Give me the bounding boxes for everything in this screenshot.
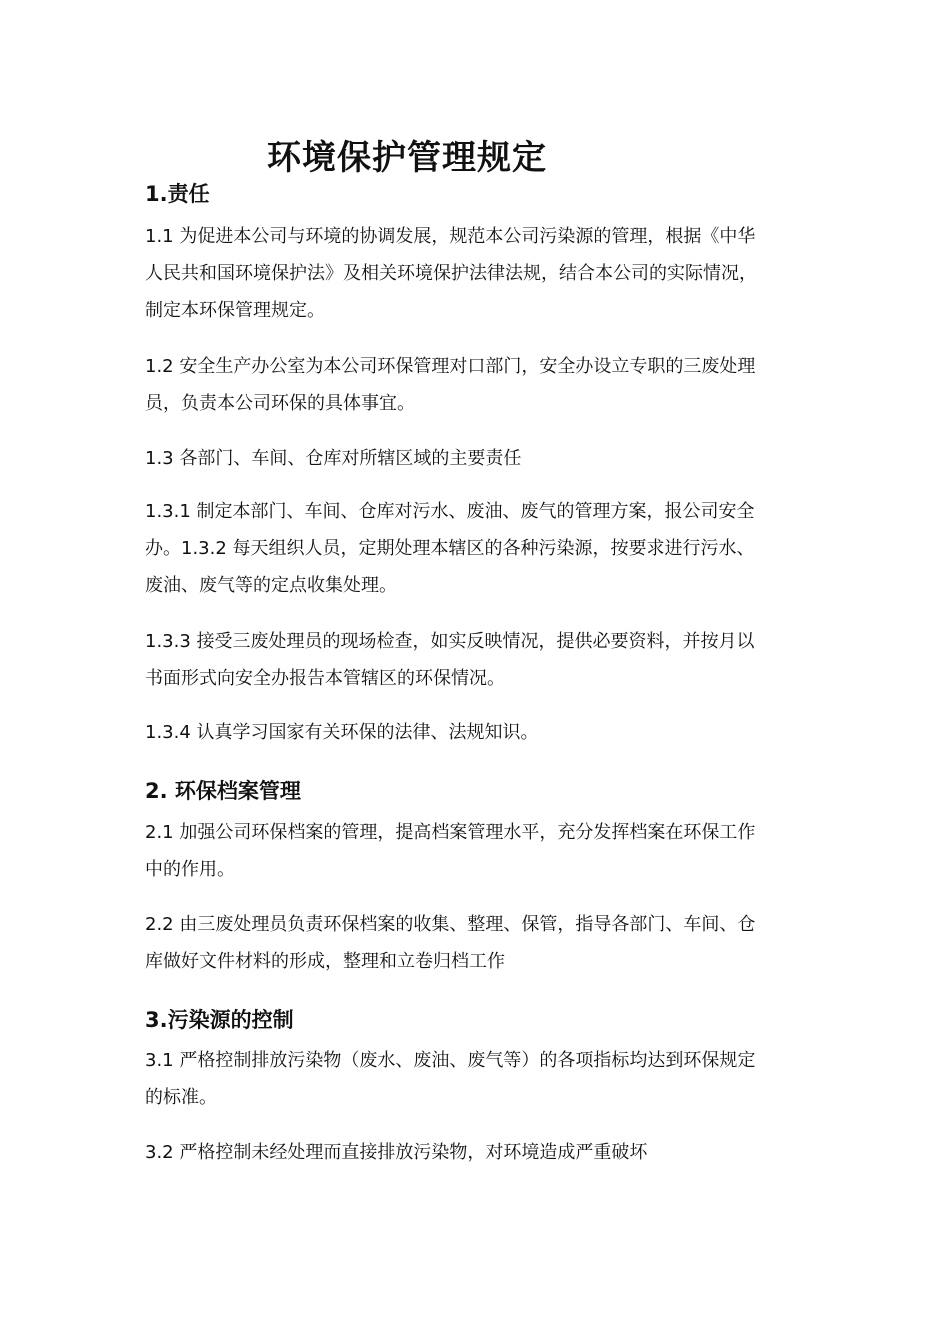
section-heading-2: 2. 环保档案管理 [145, 779, 301, 803]
paragraph-1-3-3 [145, 623, 805, 697]
paragraph-2-1 [145, 814, 805, 888]
paragraph-line: 1.3.4 认真学习国家有关环保的法律、法规知识。 [145, 722, 539, 743]
paragraph-line: 废油、废气等的定点收集处理。 [145, 575, 397, 596]
paragraph-line: 2.2 由三废处理员负责环保档案的收集、整理、保管，指导各部门、车间、仓 [145, 914, 756, 935]
paragraph-line: 员，负责本公司环保的具体事宜。 [145, 393, 415, 414]
section-heading-3: 3.污染源的控制 [145, 1008, 294, 1032]
paragraph-1-3 [145, 440, 805, 477]
paragraph-line: 3.2 严格控制未经处理而直接排放污染物，对环境造成严重破坏 [145, 1142, 648, 1163]
page-title: 环境保护管理规定 [267, 138, 547, 178]
section-heading-1: 1.责任 [145, 182, 210, 206]
paragraph-line: 人民共和国环境保护法》及相关环境保护法律法规，结合本公司的实际情况， [145, 263, 757, 284]
paragraph-line: 1.3 各部门、车间、仓库对所辖区域的主要责任 [145, 448, 522, 469]
paragraph-line: 的标准。 [145, 1087, 217, 1108]
paragraph-line: 库做好文件材料的形成，整理和立卷归档工作 [145, 951, 505, 972]
paragraph-1-3-4 [145, 714, 805, 751]
paragraph-line: 1.3.3 接受三废处理员的现场检查，如实反映情况，提供必要资料，并按月以 [145, 631, 755, 652]
paragraph-3-1 [145, 1042, 805, 1116]
paragraph-line: 2.1 加强公司环保档案的管理，提高档案管理水平，充分发挥档案在环保工作 [145, 822, 756, 843]
paragraph-3-2 [145, 1134, 805, 1171]
paragraph-line: 制定本环保管理规定。 [145, 300, 325, 321]
paragraph-line: 1.2 安全生产办公室为本公司环保管理对口部门，安全办设立专职的三废处理 [145, 356, 756, 377]
paragraph-line: 中的作用。 [145, 859, 235, 880]
paragraph-line: 3.1 严格控制排放污染物（废水、废油、废气等）的各项指标均达到环保规定 [145, 1050, 756, 1071]
paragraph-line: 1.3.1 制定本部门、车间、仓库对污水、废油、废气的管理方案，报公司安全 [145, 501, 755, 522]
paragraph-1-1 [145, 218, 805, 329]
paragraph-line: 1.1 为促进本公司与环境的协调发展，规范本公司污染源的管理，根据《中华 [145, 226, 756, 247]
paragraph-2-2 [145, 906, 805, 980]
paragraph-1-2 [145, 348, 805, 422]
paragraph-line: 办。1.3.2 每天组织人员，定期处理本辖区的各种污染源，按要求进行污水、 [145, 538, 755, 559]
paragraph-1-3-1 [145, 493, 805, 604]
paragraph-line: 书面形式向安全办报告本管辖区的环保情况。 [145, 668, 505, 689]
